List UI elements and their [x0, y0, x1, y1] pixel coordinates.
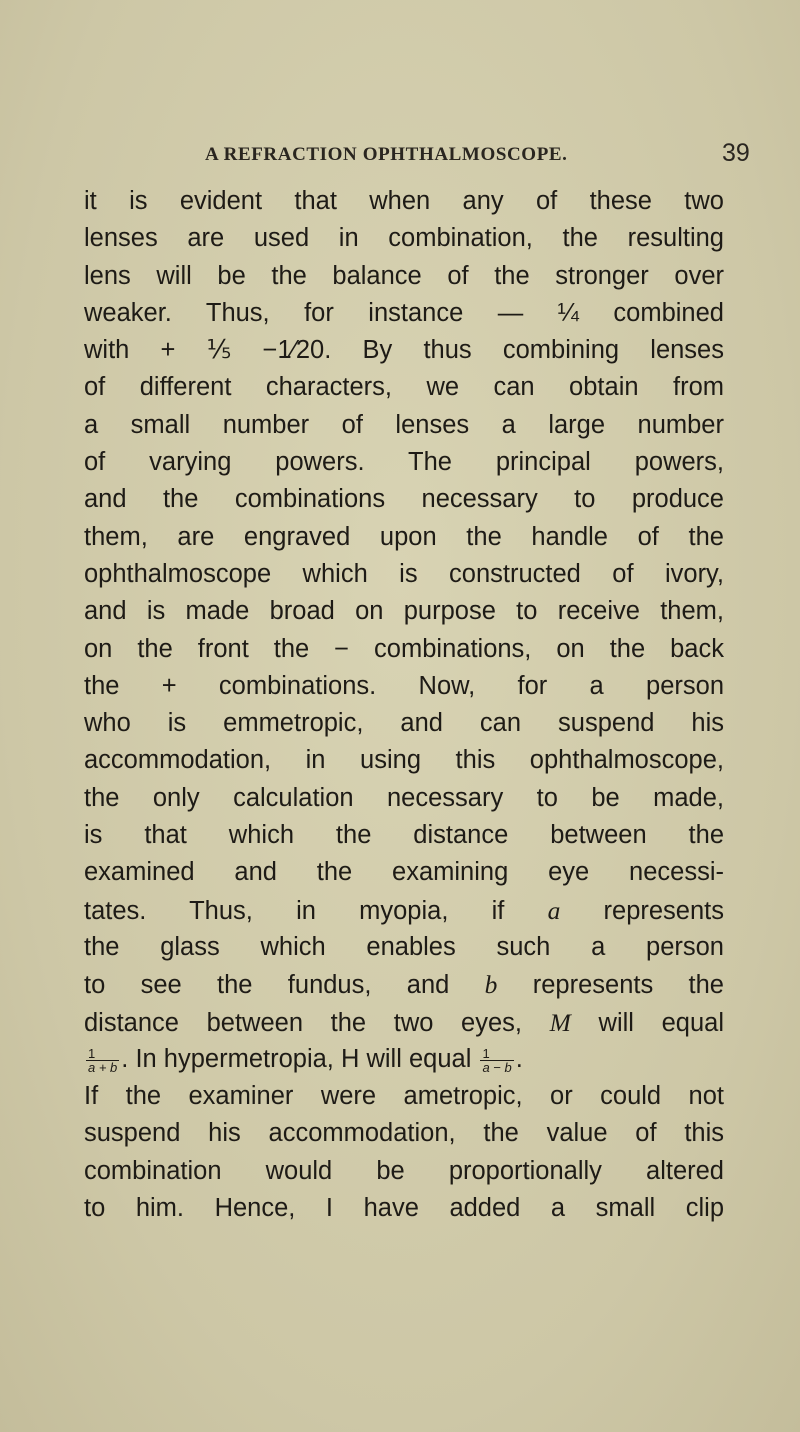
text-line: of varying powers. The principal powers, — [84, 448, 724, 477]
text-fragment: . By thus combining lenses — [324, 336, 724, 365]
text-fragment: . — [515, 1044, 523, 1073]
text-line: suspend his accommodation, the value of this — [84, 1119, 724, 1148]
text-line: and the combinations necessary to produce — [84, 485, 724, 514]
text-line: who is emmetropic, and can suspend his — [84, 709, 724, 738]
text-line: a small number of lenses a large number — [84, 410, 724, 439]
variable-m: M — [549, 1007, 571, 1037]
text-fragment: combined — [613, 298, 724, 327]
text-fragment: represents the — [532, 971, 724, 1000]
text-fragment: . In hypermetropia, H will equal — [121, 1044, 472, 1073]
fraction: 1⁄20 — [277, 336, 325, 365]
text-line — [84, 295, 724, 332]
text-fragment: will equal — [598, 1008, 724, 1037]
text-fragment: with + — [84, 336, 176, 365]
text-line: ophthalmoscope which is constructed of ivory, — [84, 559, 724, 588]
minus-sign: − — [262, 336, 278, 365]
text-line — [84, 966, 724, 1003]
text-fragment: weaker. Thus, for instance — — [84, 298, 524, 327]
variable-b: b — [484, 970, 498, 1000]
text-line: lenses are used in combination, the resulting — [84, 224, 724, 253]
body-text — [84, 183, 724, 1227]
text-line — [84, 1041, 724, 1078]
text-line — [84, 332, 724, 369]
text-line: combination would be proportionally altered — [84, 1156, 724, 1185]
text-line: to him. Hence, I have added a small clip — [84, 1194, 724, 1223]
fraction: ⅕ — [206, 336, 232, 365]
text-fragment: tates. Thus, in myopia, if — [84, 896, 505, 925]
fraction-hypermetropia: $\frac{1}{a - b}$ — [482, 1045, 512, 1075]
text-line: on the front the − combinations, on the back — [84, 634, 724, 663]
text-line: If the examiner were ametropic, or could not — [84, 1082, 724, 1111]
text-line — [84, 1004, 724, 1041]
variable-a: a — [547, 895, 561, 925]
text-line: lens will be the balance of the stronger over — [84, 261, 724, 290]
text-line: of different characters, we can obtain from — [84, 373, 724, 402]
text-line: examined and the examining eye necessi- — [84, 858, 724, 887]
page-number: 39 — [722, 139, 750, 167]
text-line: and is made broad on purpose to receive them, — [84, 597, 724, 626]
fraction: ¼ — [557, 298, 579, 327]
text-line: accommodation, in using this ophthalmoscope, — [84, 746, 724, 775]
text-fragment: represents — [603, 896, 724, 925]
text-line — [84, 892, 724, 929]
fraction-myopia: $\frac{1}{a + b}$ — [88, 1045, 118, 1075]
text-line: them, are engraved upon the handle of the — [84, 522, 724, 551]
text-line: the only calculation necessary to be made, — [84, 783, 724, 812]
running-title: A REFRACTION OPHTHALMOSCOPE. — [205, 144, 568, 165]
text-line: it is evident that when any of these two — [84, 187, 724, 215]
text-line: is that which the distance between the — [84, 821, 724, 850]
text-line: the glass which enables such a person — [84, 932, 724, 961]
text-fragment: to see the fundus, and — [84, 971, 450, 1000]
text-fragment: distance between the two eyes, — [84, 1008, 523, 1037]
text-line: the + combinations. Now, for a person — [84, 671, 724, 700]
